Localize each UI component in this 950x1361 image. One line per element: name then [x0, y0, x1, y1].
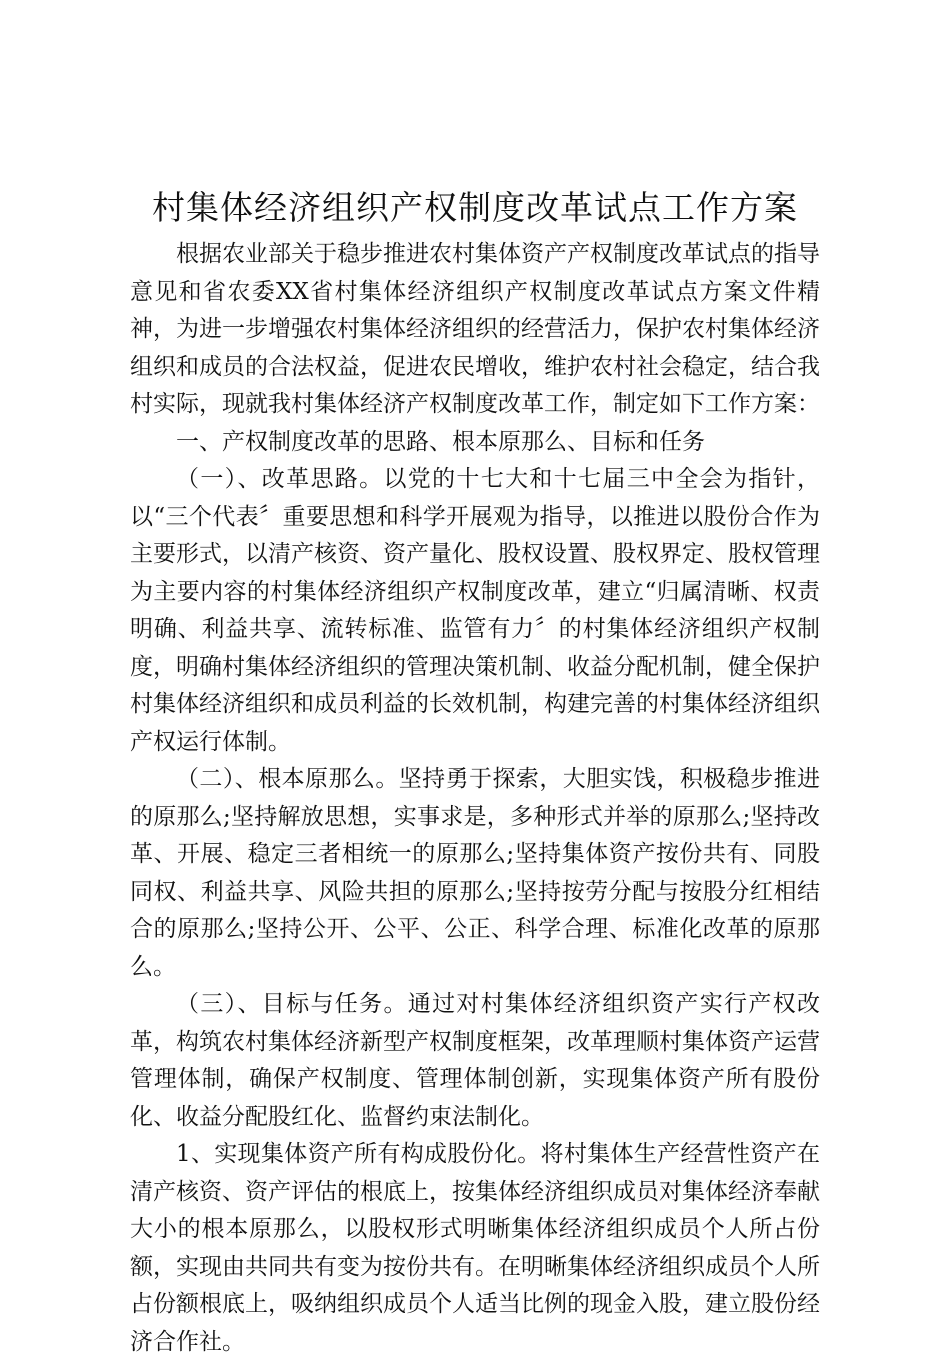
section-heading-1: 一、产权制度改革的思路、根本原那么、目标和任务 — [176, 428, 705, 455]
paragraph-intro: 根据农业部关于稳步推进农村集体资产产权制度改革试点的指导意见和省农委XX省村集体经济组织产权制度改革试点方案文件精神，为进一步增强农村集体经济组织的经营活力，保护农村集体经济组织和成员的合法权益，促进农民增收，维护农村社会稳定，结合我村实际，现就我村集体经济产权制度改革工作，制定如下工作方案： — [130, 241, 820, 417]
document-body — [130, 236, 820, 1361]
document-title: 村集体经济组织产权制度改革试点工作方案 — [152, 188, 798, 227]
paragraph-shareholding: 1、实现集体资产所有构成股份化。将村集体生产经营性资产在清产核资、资产评估的根底上，按集体经济组织成员对集体经济奉献大小的根本原那么，以股权形式明晰集体经济组织成员个人所占份额，实现由共同共有变为按份共有。在明晰集体经济组织成员个人所占份额根底上，吸纳组织成员个人适当比例的现金入股，建立股份经济合作社。 — [130, 1141, 820, 1355]
paragraph-reform-approach: （一）、改革思路。以党的十七大和十七届三中全会为指针，以“三个代表〞重要思想和科学开展观为指导，以推进以股份合作为主要形式，以清产核资、资产量化、股权设置、股权界定、股权管理为主要内容的村集体经济组织产权制度改革，建立“归属清晰、权责明确、利益共享、流转标准、监管有力〞的村集体经济组织产权制度，明确村集体经济组织的管理决策机制、收益分配机制，健全保护村集体经济组织和成员利益的长效机制，构建完善的村集体经济组织产权运行体制。 — [130, 466, 820, 755]
paragraph-goals-tasks: （三）、目标与任务。通过对村集体经济组织资产实行产权改革，构筑农村集体经济新型产权制度框架，改革理顺村集体资产运营管理体制，确保产权制度、管理体制创新，实现集体资产所有股份化、收益分配股红化、监督约束法制化。 — [130, 991, 820, 1130]
paragraph-basic-principles: （二）、根本原那么。坚持勇于探索，大胆实饯，积极稳步推进的原那么;坚持解放思想，实事求是，多种形式并举的原那么;坚持改革、开展、稳定三者相统一的原那么;坚持集体资产按份共有、同股同权、利益共享、风险共担的原那么;坚持按劳分配与按股分红相结合的原那么;坚持公开、公平、公正、科学合理、标准化改革的原那么。 — [130, 766, 820, 980]
